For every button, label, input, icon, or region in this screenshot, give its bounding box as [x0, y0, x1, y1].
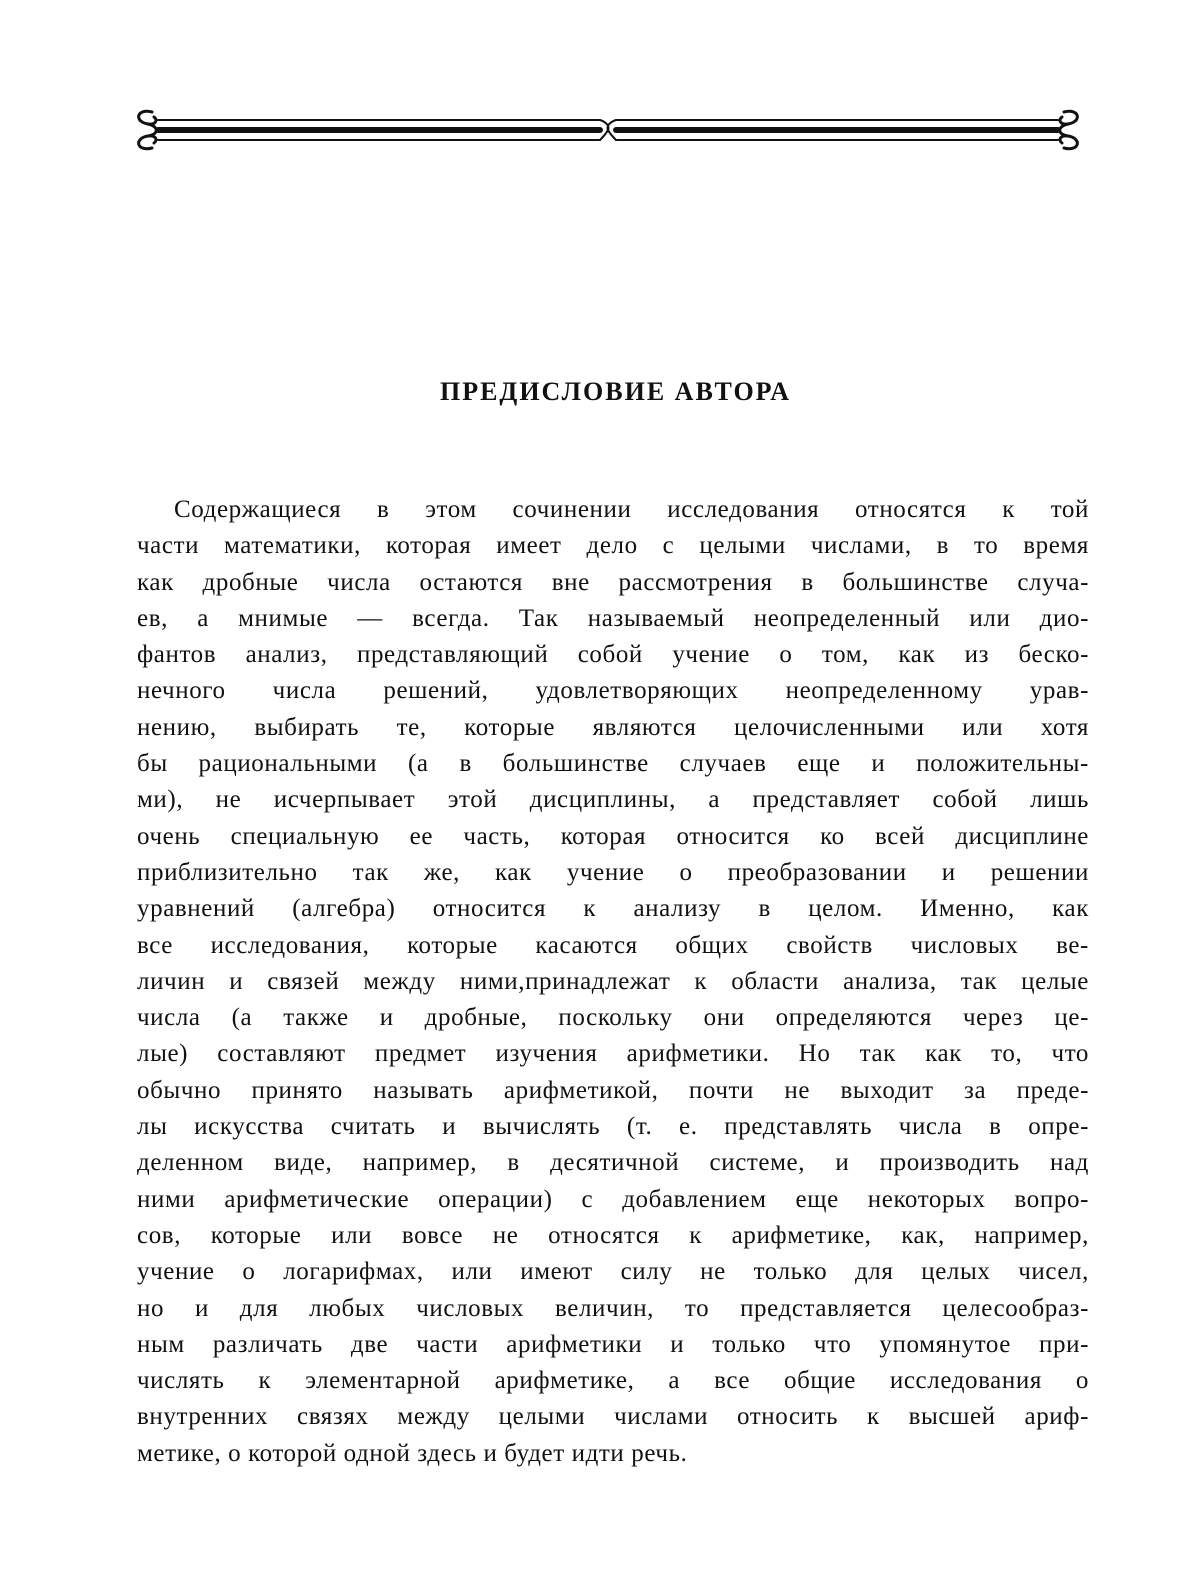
preface-body	[137, 492, 1089, 1472]
text-line: Содержащиеся в этом сочинении исследования относятся к той	[174, 496, 1089, 523]
text-line: ми), не исчерпывает этой дисциплины, а представляет собой лишь	[137, 786, 1089, 814]
text-line: все исследования, которые касаются общих свойств числовых ве-	[137, 931, 1089, 959]
text-line: личин и связей между ними,принадлежат к области анализа, так целые	[137, 967, 1089, 995]
text-line: сов, которые или вовсе не относятся к арифметике, как, например,	[137, 1221, 1089, 1249]
text-line: лые) составляют предмет изучения арифметики. Но так как то, что	[137, 1040, 1089, 1068]
text-line: нечного числа решений, удовлетворяющих неопределенному урав-	[137, 677, 1089, 705]
text-line: очень специальную ее часть, которая относится ко всей дисциплине	[137, 822, 1089, 850]
text-line: ними арифметические операции) с добавлением еще некоторых вопро-	[137, 1185, 1089, 1213]
text-line: нению, выбирать те, которые являются целочисленными или хотя	[137, 713, 1089, 741]
text-line: числять к элементарной арифметике, а все общие исследования о	[137, 1367, 1089, 1395]
text-line: метике, о которой одной здесь и будет идти речь.	[137, 1439, 688, 1467]
text-line: уравнений (алгебра) относится к анализу в целом. Именно, как	[137, 895, 1089, 923]
text-line: приблизительно так же, как учение о преобразовании и решении	[137, 858, 1089, 886]
text-line: учение о логарифмах, или имеют силу не только для целых чисел,	[137, 1258, 1089, 1286]
text-line: внутренних связях между целыми числами относить к высшей ариф-	[137, 1403, 1089, 1431]
text-line: ным различать две части арифметики и только что упомянутое при-	[137, 1330, 1089, 1358]
ornamental-rule-icon	[130, 100, 1086, 160]
text-line: ев, а мнимые — всегда. Так называемый неопределенный или дио-	[137, 604, 1089, 632]
text-line: части математики, которая имеет дело с целыми числами, в то время	[137, 532, 1089, 560]
text-line: как дробные числа остаются вне рассмотрения в большинстве случа-	[137, 568, 1089, 596]
text-line: обычно принято называть арифметикой, почти не выходит за преде-	[137, 1076, 1089, 1104]
text-line: но и для любых числовых величин, то представляется целесообраз-	[137, 1294, 1089, 1322]
text-line: лы искусства считать и вычислять (т. е. представлять числа в опре-	[137, 1113, 1089, 1141]
text-line: фантов анализ, представляющий собой учение о том, как из беско-	[137, 641, 1089, 669]
text-line: бы рациональными (а в большинстве случаев еще и положительны-	[137, 750, 1089, 778]
text-line: числа (а также и дробные, поскольку они определяются через це-	[137, 1004, 1089, 1032]
page-title: ПРЕДИСЛОВИЕ АВТОРА	[439, 377, 792, 406]
text-line: деленном виде, например, в десятичной системе, и производить над	[137, 1149, 1089, 1177]
